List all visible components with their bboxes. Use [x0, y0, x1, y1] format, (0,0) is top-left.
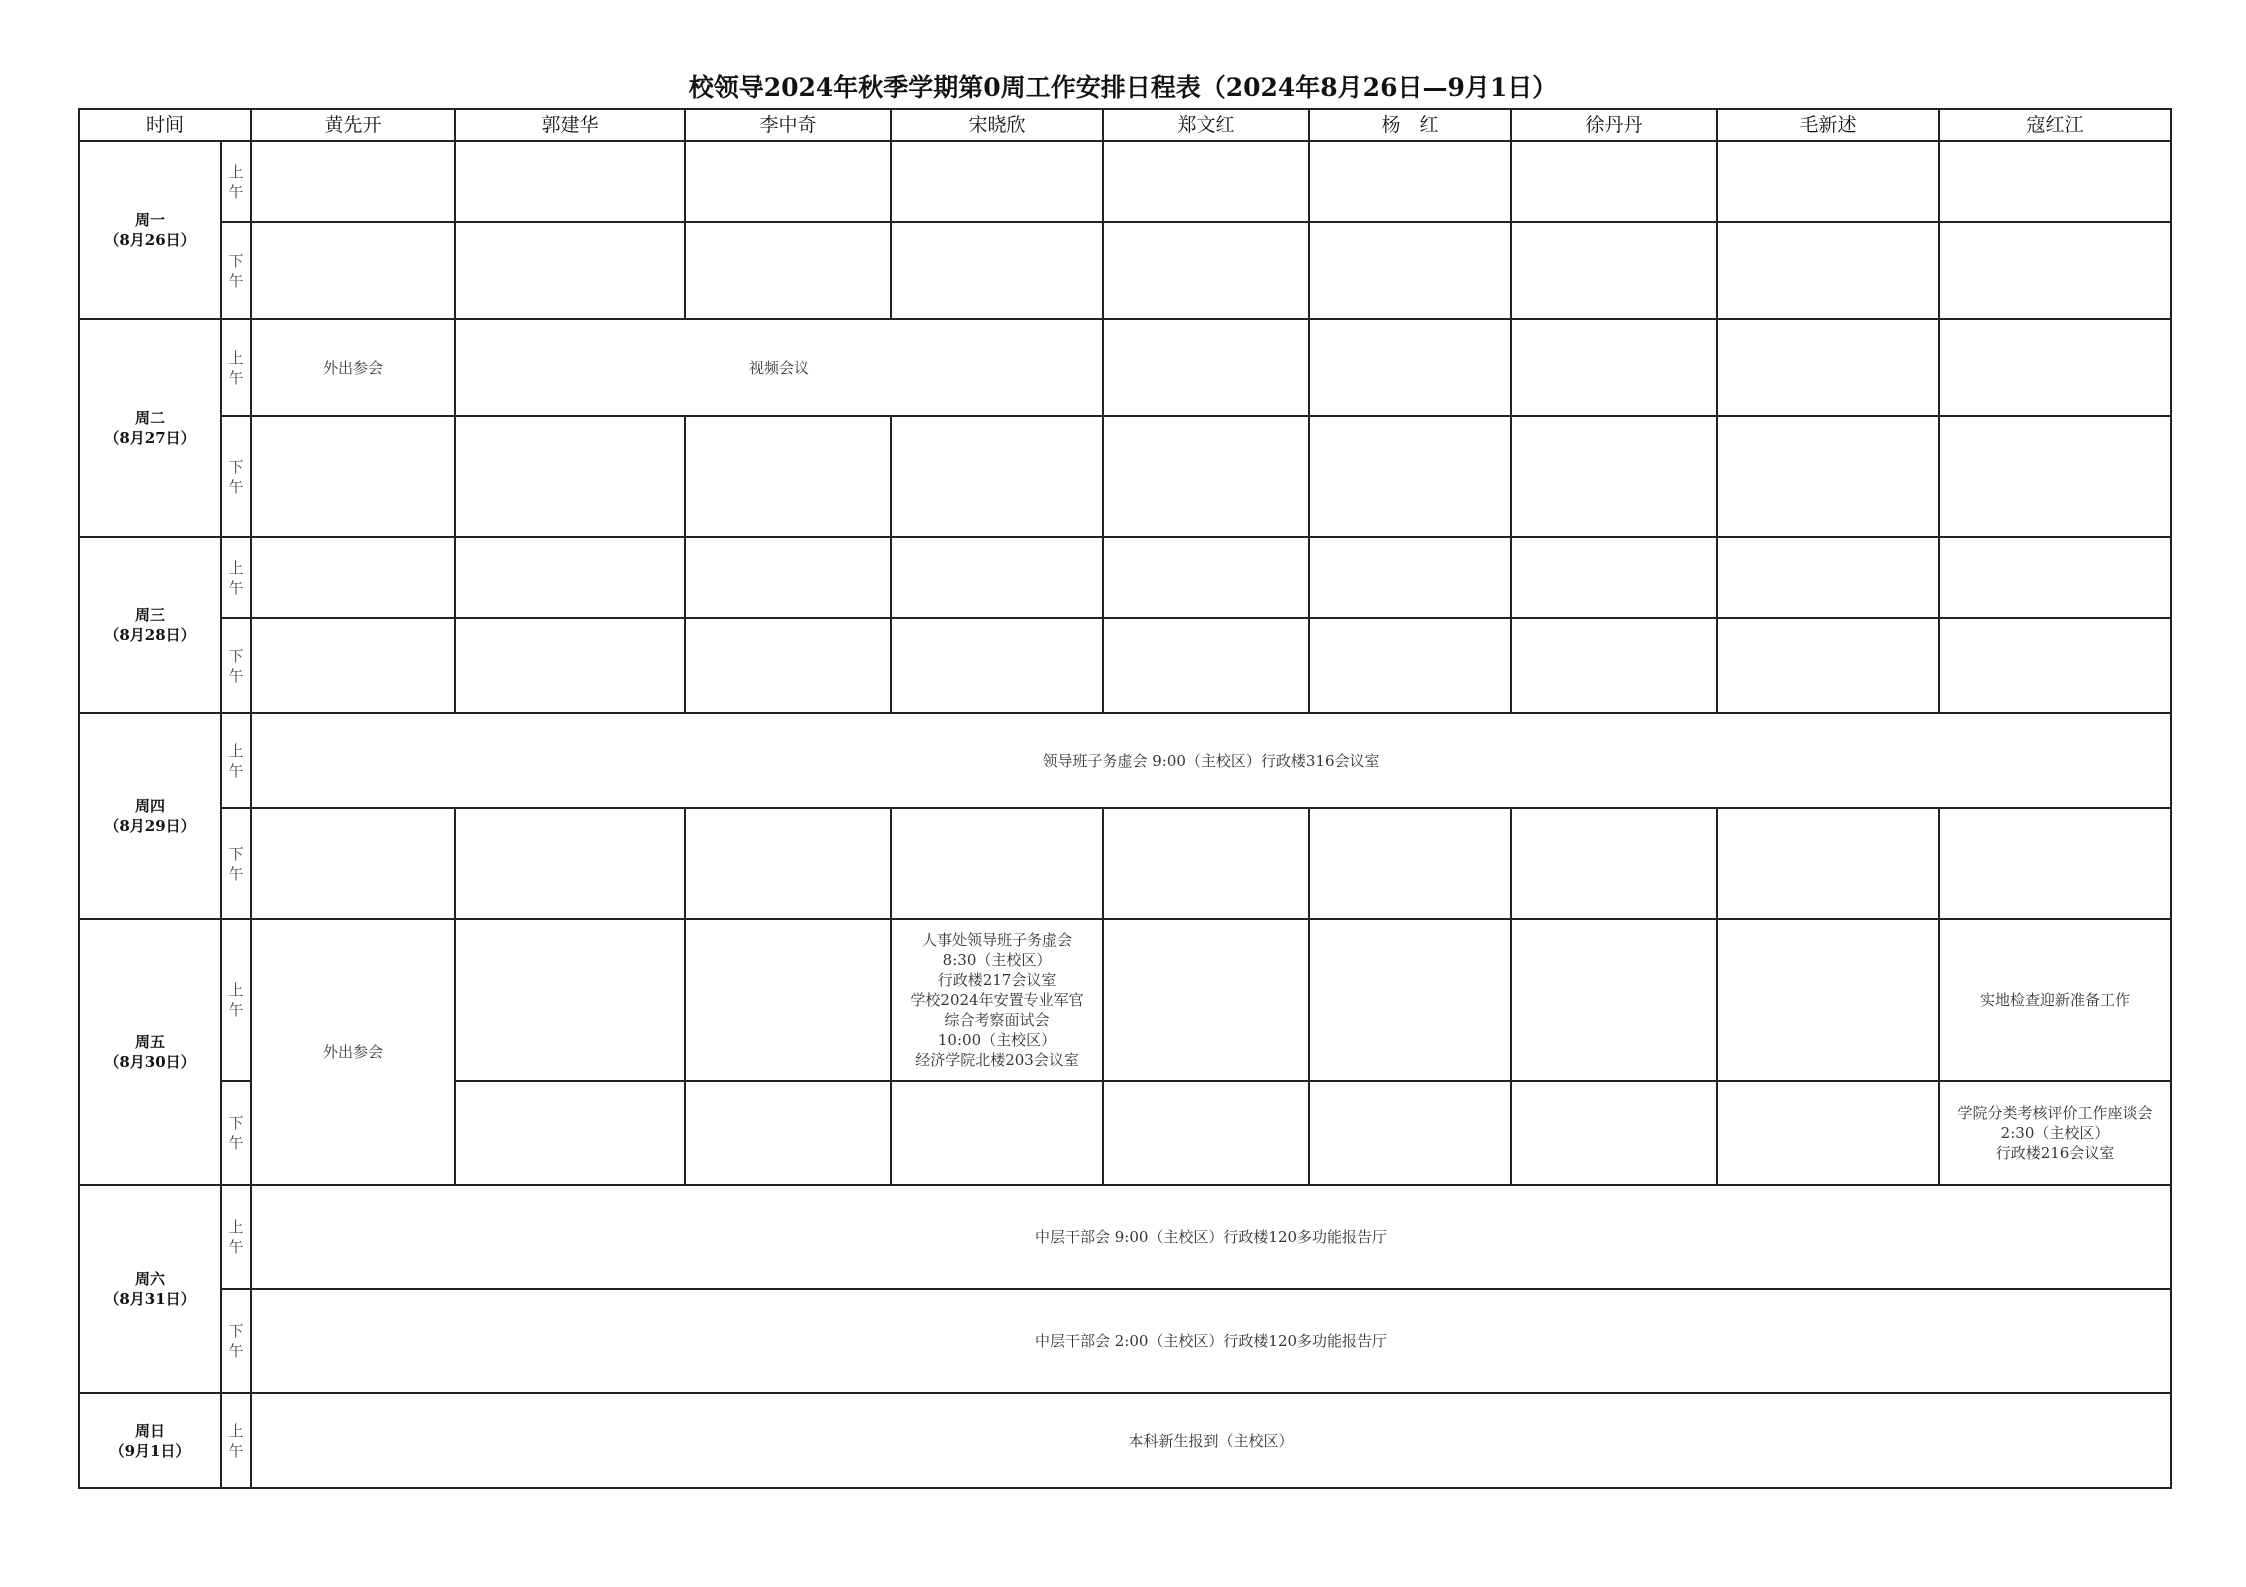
day-date: （8月29日）: [104, 817, 196, 835]
header-person: 黄先开: [251, 109, 455, 141]
day-date: （9月1日）: [109, 1441, 191, 1460]
day-name: 周一: [134, 211, 165, 229]
schedule-cell: [685, 416, 891, 537]
saturday-pm-row: [79, 1289, 2171, 1393]
schedule-cell: [1309, 416, 1511, 537]
schedule-cell: [1939, 141, 2171, 222]
day-name: 周日: [134, 1421, 165, 1440]
schedule-cell: [455, 1081, 685, 1185]
schedule-cell: [685, 808, 891, 919]
header-person: 徐丹丹: [1511, 109, 1717, 141]
schedule-cell: [1511, 416, 1717, 537]
schedule-cell: [251, 222, 455, 319]
pm-label: 下 午: [221, 1289, 251, 1393]
schedule-cell: [1309, 1081, 1511, 1185]
schedule-cell: [685, 1081, 891, 1185]
day-name: 周六: [134, 1270, 165, 1288]
day-name: 周四: [134, 797, 165, 815]
am-label: 上 午: [221, 141, 251, 222]
schedule-cell: [891, 1081, 1103, 1185]
schedule-cell: [1511, 537, 1717, 618]
schedule-cell: [1103, 919, 1309, 1081]
header-person: 杨 红: [1309, 109, 1511, 141]
wednesday-am-row: [79, 537, 2171, 618]
day-name: 周二: [134, 409, 165, 427]
pm-label: 下 午: [221, 416, 251, 537]
event-cell: 本科新生报到（主校区）: [251, 1393, 2171, 1488]
schedule-cell: [251, 618, 455, 713]
day-cell: [79, 713, 221, 919]
monday-pm-row: [79, 222, 2171, 319]
schedule-cell: [1939, 416, 2171, 537]
schedule-cell: [1717, 808, 1939, 919]
event-cell: 实地检查迎新准备工作: [1939, 919, 2171, 1081]
schedule-cell: [251, 537, 455, 618]
day-name: 周五: [134, 1033, 165, 1051]
am-label: 上 午: [221, 713, 251, 808]
am-label: 上 午: [221, 319, 251, 416]
event-cell: 学院分类考核评价工作座谈会 2:30（主校区） 行政楼216会议室: [1939, 1081, 2171, 1185]
header-person: 李中奇: [685, 109, 891, 141]
schedule-cell: [1309, 618, 1511, 713]
schedule-cell: [1309, 808, 1511, 919]
schedule-cell: [1717, 141, 1939, 222]
header-person: 郭建华: [455, 109, 685, 141]
day-date: （8月30日）: [104, 1053, 196, 1071]
schedule-cell: [1939, 808, 2171, 919]
am-label: 上 午: [221, 1185, 251, 1289]
page-title: 校领导2024年秋季学期第0周工作安排日程表（2024年8月26日—9月1日）: [688, 73, 1558, 102]
header-person: 毛新述: [1717, 109, 1939, 141]
schedule-cell: [1717, 319, 1939, 416]
day-cell: [79, 1185, 221, 1393]
sunday-am-row: [79, 1393, 2171, 1488]
event-cell: 人事处领导班子务虚会 8:30（主校区） 行政楼217会议室 学校2024年安置专业军官 综合考察面试会 10:00（主校区） 经济学院北楼203会议室: [891, 919, 1103, 1081]
day-cell: [79, 141, 221, 319]
pm-label: 下 午: [221, 618, 251, 713]
schedule-cell: [1939, 618, 2171, 713]
event-cell: 外出参会: [251, 319, 455, 416]
schedule-cell: [891, 808, 1103, 919]
schedule-cell: [1103, 222, 1309, 319]
schedule-cell: [455, 416, 685, 537]
schedule-cell: [1939, 319, 2171, 416]
schedule-cell: [455, 919, 685, 1081]
schedule-cell: [1511, 1081, 1717, 1185]
day-date: （8月28日）: [104, 626, 196, 644]
header-person: 郑文红: [1103, 109, 1309, 141]
schedule-cell: [1717, 919, 1939, 1081]
schedule-cell: [455, 808, 685, 919]
saturday-am-row: [79, 1185, 2171, 1289]
schedule-cell: [685, 141, 891, 222]
schedule-cell: [685, 537, 891, 618]
pm-label: 下 午: [221, 1081, 251, 1185]
day-cell: [79, 1393, 221, 1488]
schedule-cell: [891, 537, 1103, 618]
schedule-cell: [891, 222, 1103, 319]
header-person: 宋晓欣: [891, 109, 1103, 141]
thursday-pm-row: [79, 808, 2171, 919]
event-cell: 中层干部会 2:00（主校区）行政楼120多功能报告厅: [251, 1289, 2171, 1393]
schedule-cell: [251, 416, 455, 537]
day-date: （8月27日）: [104, 429, 196, 447]
schedule-cell: [1717, 1081, 1939, 1185]
schedule-cell: [1309, 537, 1511, 618]
schedule-cell: [1717, 618, 1939, 713]
thursday-am-row: [79, 713, 2171, 808]
schedule-cell: [455, 222, 685, 319]
event-cell: 领导班子务虚会 9:00（主校区）行政楼316会议室: [251, 713, 2171, 808]
schedule-cell: [1103, 416, 1309, 537]
schedule-cell: [1103, 319, 1309, 416]
schedule-cell: [251, 808, 455, 919]
schedule-cell: [1511, 222, 1717, 319]
schedule-cell: [455, 537, 685, 618]
schedule-cell: [455, 618, 685, 713]
schedule-cell: [1717, 222, 1939, 319]
schedule-cell: [1511, 919, 1717, 1081]
header-person: 寇红江: [1939, 109, 2171, 141]
schedule-cell: [1717, 537, 1939, 618]
header-time: 时间: [79, 109, 251, 141]
schedule-cell: [1939, 537, 2171, 618]
header-row: [79, 109, 2171, 141]
day-cell: [79, 537, 221, 713]
schedule-cell: [1103, 808, 1309, 919]
schedule-cell: [1939, 222, 2171, 319]
event-cell: 视频会议: [455, 319, 1103, 416]
schedule-cell: [685, 919, 891, 1081]
schedule-cell: [891, 141, 1103, 222]
day-name: 周三: [134, 606, 165, 624]
day-date: （8月26日）: [104, 231, 196, 249]
schedule-cell: [1309, 141, 1511, 222]
schedule-cell: [1103, 618, 1309, 713]
schedule-cell: [685, 618, 891, 713]
schedule-cell: [1309, 319, 1511, 416]
day-cell: [79, 919, 221, 1185]
schedule-cell: [1511, 319, 1717, 416]
tuesday-am-row: [79, 319, 2171, 416]
schedule-cell: [1309, 222, 1511, 319]
wednesday-pm-row: [79, 618, 2171, 713]
schedule-cell: [1511, 808, 1717, 919]
schedule-cell: [1717, 416, 1939, 537]
schedule-cell: [1511, 141, 1717, 222]
schedule-cell: [455, 141, 685, 222]
schedule-cell: [1309, 919, 1511, 1081]
schedule-table: [78, 108, 2172, 1489]
schedule-cell: [1103, 141, 1309, 222]
schedule-cell: [685, 222, 891, 319]
pm-label: 下 午: [221, 222, 251, 319]
schedule-cell: [251, 141, 455, 222]
am-label: 上 午: [221, 1393, 251, 1488]
am-label: 上 午: [221, 537, 251, 618]
event-cell: 中层干部会 9:00（主校区）行政楼120多功能报告厅: [251, 1185, 2171, 1289]
schedule-cell: [891, 416, 1103, 537]
pm-label: 下 午: [221, 808, 251, 919]
tuesday-pm-row: [79, 416, 2171, 537]
schedule-cell: [1103, 537, 1309, 618]
schedule-cell: [1103, 1081, 1309, 1185]
schedule-cell: [891, 618, 1103, 713]
day-cell: [79, 319, 221, 537]
am-label: 上 午: [221, 919, 251, 1081]
monday-am-row: [79, 141, 2171, 222]
event-cell: 外出参会: [251, 919, 455, 1185]
friday-am-row: [79, 919, 2171, 1081]
day-date: （8月31日）: [104, 1290, 196, 1308]
schedule-cell: [1511, 618, 1717, 713]
